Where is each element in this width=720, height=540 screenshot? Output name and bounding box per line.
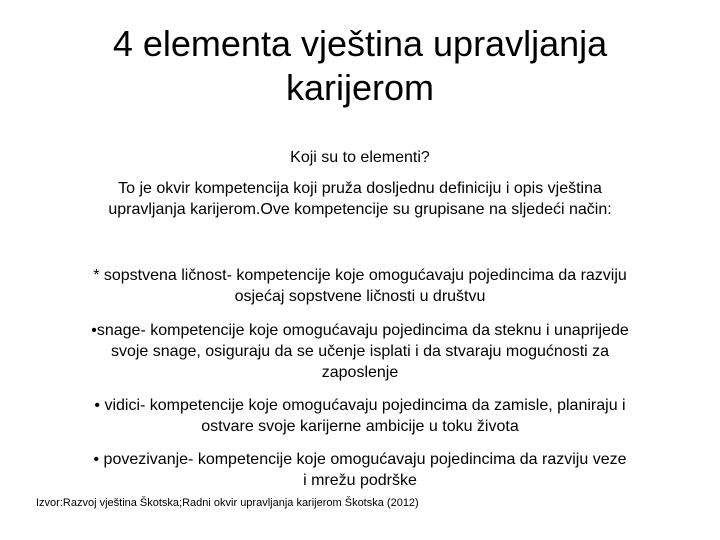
intro-line-1: To je okvir kompetencija koji pruža dosljednu definiciju i opis vještina xyxy=(118,180,602,197)
list-item-sopstvena-licnost xyxy=(30,265,690,307)
list-item-line: * sopstvena ličnost- kompetencije koje omogućavaju pojedincima da razviju xyxy=(93,267,627,284)
list-item-line: i mrežu podrške xyxy=(303,472,417,489)
list-item-line: zaposlenje xyxy=(321,364,399,381)
intro-paragraph xyxy=(40,178,680,220)
slide-title-line-1: 4 elementa vještina upravljanja xyxy=(112,23,608,64)
list-item-snage xyxy=(30,320,690,383)
list-item-line: ostvare svoje karijerne ambicije u toku života xyxy=(201,418,519,435)
slide-title-line-2: karijerom xyxy=(285,67,435,108)
list-item-line: • vidici- kompetencije koje omogućavaju pojedincima da zamisle, planiraju i xyxy=(94,397,626,414)
list-item-line: •snage- kompetencije koje omogućavaju pojedincima da steknu i unaprijede xyxy=(91,322,629,339)
intro-line-2: upravljanja karijerom.Ove kompetencije su grupisane na sljedeći način: xyxy=(108,201,612,218)
list-item-line: osjećaj sopstvene ličnosti u društvu xyxy=(234,288,486,305)
list-item-line: svoje snage, osiguraju da se učenje isplati i da stvaraju mogućnosti za xyxy=(110,343,610,360)
list-item-line: • povezivanje- kompetencije koje omogućavaju pojedincima da razviju veze xyxy=(93,451,627,468)
slide-title xyxy=(60,22,660,110)
list-item-vidici xyxy=(30,395,690,437)
list-item-povezivanje xyxy=(30,449,690,491)
slide-subtitle: Koji su to elementi? xyxy=(290,149,430,166)
source-citation: Izvor:Razvoj vještina Škotska;Radni okvir upravljanja karijerom Škotska (2012) xyxy=(36,497,419,509)
